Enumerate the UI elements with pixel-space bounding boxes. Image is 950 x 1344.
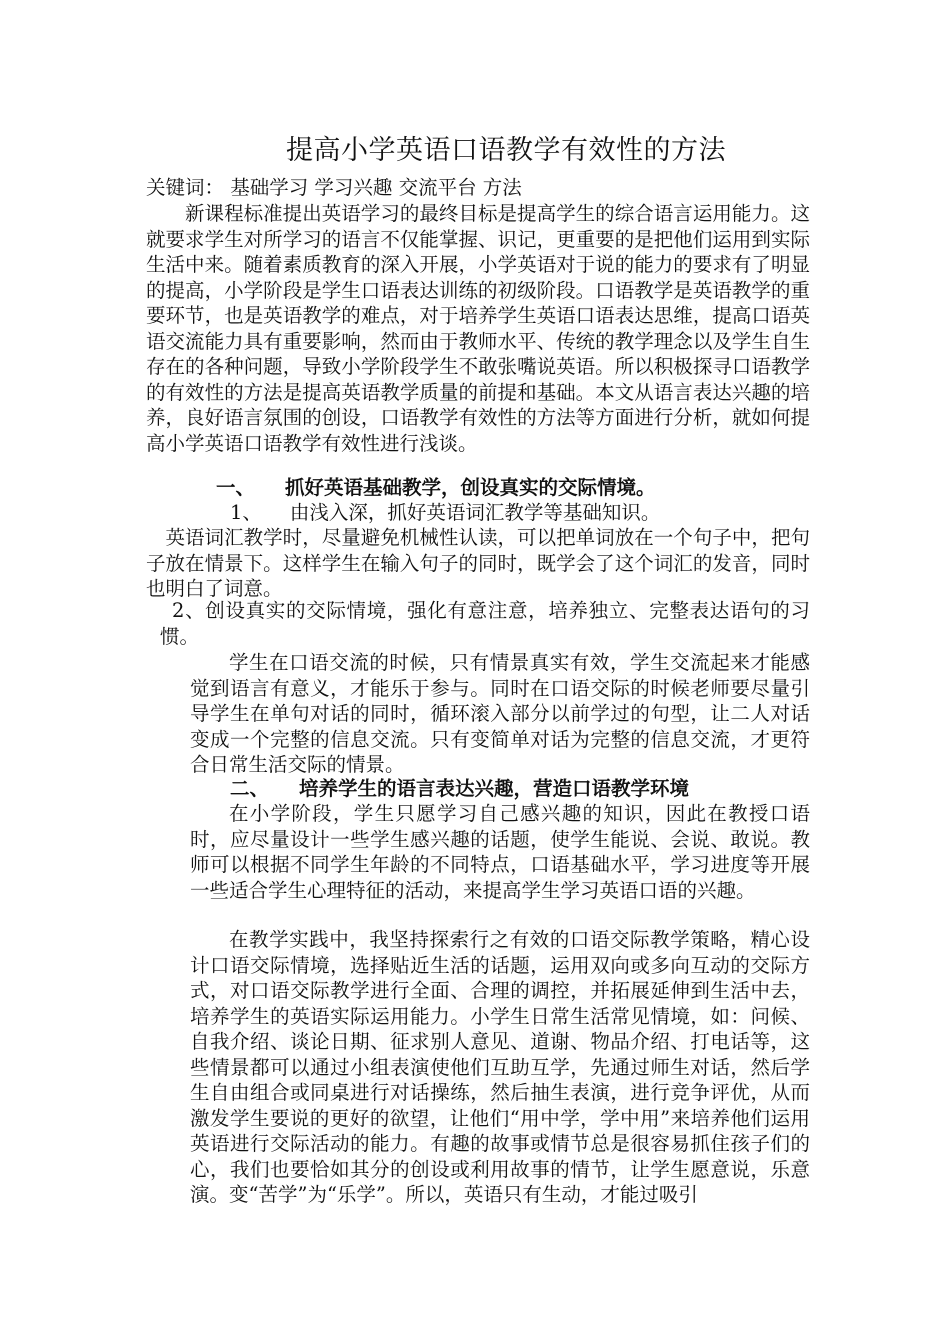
section1-sub1-number: 1、	[230, 501, 262, 524]
section1-sub1-text: 由浅入深，抓好英语词汇教学等基础知识。	[289, 501, 661, 524]
section2-paragraph-1: 在小学阶段，学生只愿学习自己感兴趣的知识，因此在教授口语时，应尽量设计一些学生感兴趣的话题，使学生能说、会说、敢说。教师可以根据不同学生年龄的不同特点，口语基础水平，学习进度等开展一些适合学生心理特征的活动，来提高学生学习英语口语的兴趣。	[190, 802, 810, 902]
section2-heading-text: 培养学生的语言表达兴趣，营造口语教学环境	[299, 777, 690, 800]
section2-number: 二、	[230, 777, 270, 800]
intro-paragraph: 新课程标准提出英语学习的最终目标是提高学生的综合语言运用能力。这就要求学生对所学习的语言不仅能掌握、识记，更重要的是把他们运用到实际生活中来。随着素质教育的深入开展，小学英语对于说的能力的要求有了明显的提高，小学阶段是学生口语表达训练的初级阶段。口语教学是英语教学的重要环节，也是英语教学的难点，对于培养学生英语口语表达思维，提高口语英语交流能力具有重要影响，然而由于教师水平、传统的教学理念以及学生自生存在的各种问题，导致小学阶段学生不敢张嘴说英语。所以积极探寻口语教学的有效性的方法是提高英语教学质量的前提和基础。本文从语言表达兴趣的培养，良好语言氛围的创设，口语教学有效性的方法等方面进行分析，就如何提高小学英语口语教学有效性进行浅谈。	[146, 202, 810, 455]
section1-subheading-1	[230, 500, 660, 526]
section1-paragraph-2: 学生在口语交流的时候，只有情景真实有效，学生交流起来才能感觉到语言有意义，才能乐于参与。同时在口语交际的时候老师要尽量引导学生在单句对话的同时，循环滚入部分以前学过的句型，让二人对话变成一个完整的信息交流。只有变简单对话为完整的信息交流，才更符合日常生活交际的情景。	[190, 651, 810, 776]
section1-heading	[216, 475, 656, 501]
section1-heading-text: 抓好英语基础教学，创设真实的交际情境。	[285, 476, 656, 499]
section2-heading	[230, 776, 689, 802]
keywords-line: 关键词： 基础学习 学习兴趣 交流平台 方法	[146, 176, 522, 199]
section1-number: 一、	[216, 476, 256, 499]
section1-subheading-2: 2、创设真实的交际情境，强化有意注意，培养独立、完整表达语句的习惯。	[160, 599, 810, 648]
section1-paragraph-1: 英语词汇教学时，尽量避免机械性认读，可以把单词放在一个句子中，把句子放在情景下。这样学生在输入句子的同时，既学会了这个词汇的发音，同时也明白了词意。	[146, 526, 810, 600]
document-title: 提高小学英语口语教学有效性的方法	[286, 135, 726, 166]
section2-paragraph-2: 在教学实践中，我坚持探索行之有效的口语交际教学策略，精心设计口语交际情境，选择贴近生活的话题，运用双向或多向互动的交际方式，对口语交际教学进行全面、合理的调控，并拓展延伸到生活中去，培养学生的英语实际运用能力。小学生日常生活常见情境，如：问候、自我介绍、谈论日期、征求别人意见、道谢、物品介绍、打电话等，这些情景都可以通过小组表演使他们互助互学，先通过师生对话，然后学生自由组合或同桌进行对话操练，然后抽生表演，进行竞争评优，从而激发学生要说的更好的欲望，让他们“用中学，学中用”来培养他们运用英语进行交际活动的能力。有趣的故事或情节总是很容易抓住孩子们的心，我们也要恰如其分的创设或利用故事的情节，让学生愿意说，乐意演。变“苦学”为“乐学”。所以，英语只有生动，才能过吸引	[190, 928, 810, 1206]
